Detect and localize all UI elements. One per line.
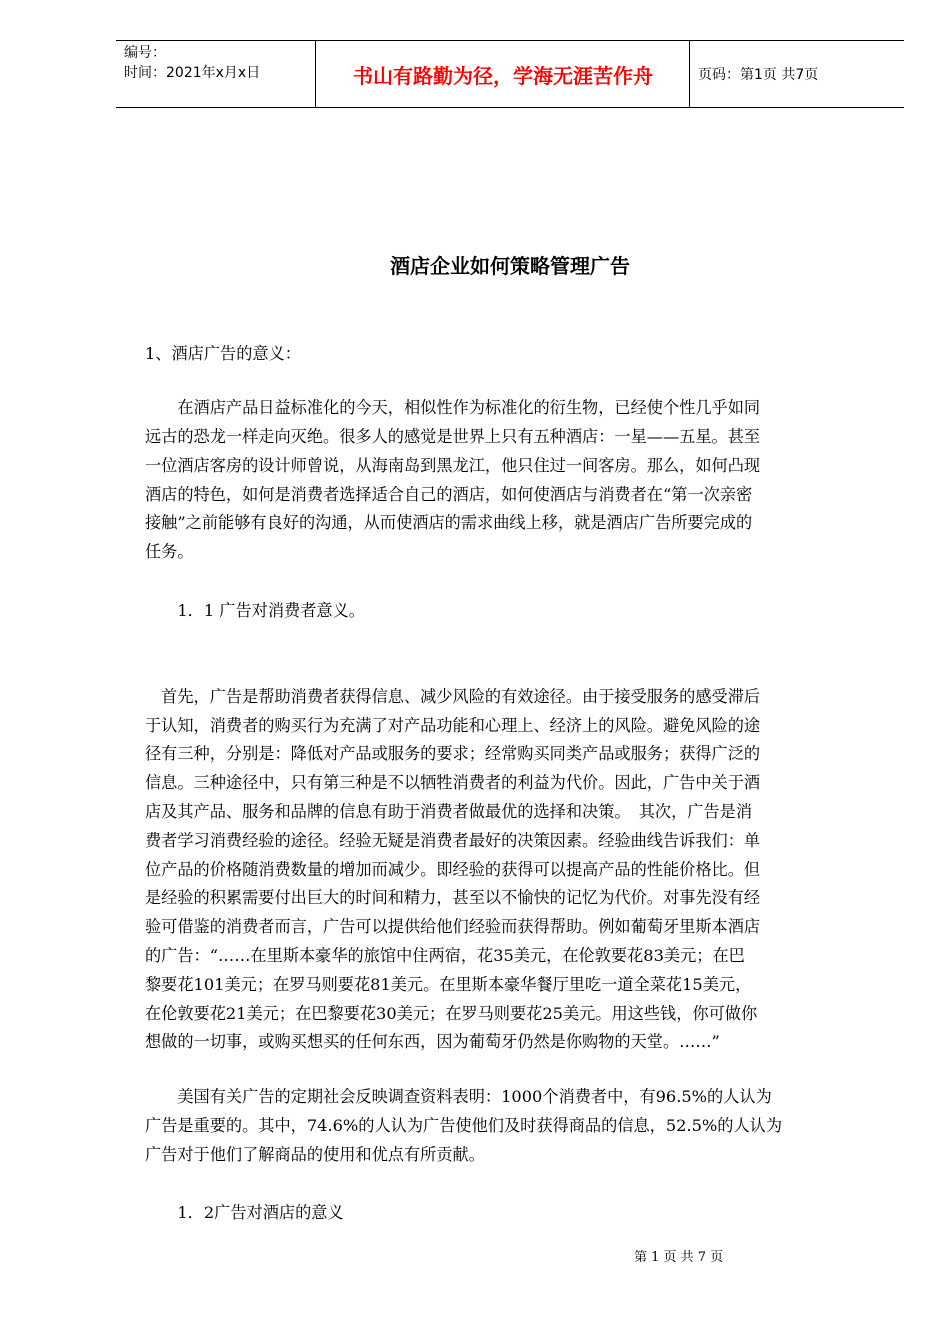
section-heading: 1、酒店广告的意义： <box>145 344 301 363</box>
text-line: 费者学习消费经验的途径。经验无疑是消费者最好的决策因素。经验曲线告诉我们：单 <box>145 831 761 850</box>
page-footer: 第 1 页 共 7 页 <box>634 1250 724 1265</box>
document-title: 酒店企业如何策略管理广告 <box>390 254 630 278</box>
text-line: 酒店的特色，如何是消费者选择适合自己的酒店，如何使酒店与消费者在“第一次亲密 <box>145 485 753 504</box>
text-line: 信息。三种途径中，只有第三种是不以牺牲消费者的利益为代价。因此，广告中关于酒 <box>145 773 761 792</box>
header-divider <box>315 41 316 107</box>
text-line: 于认知，消费者的购买行为充满了对产品功能和心理上、经济上的风险。避免风险的途 <box>145 716 761 735</box>
text-line: 的广告：“……在里斯本豪华的旅馆中住两宿，花35美元，在伦敦要花83美元；在巴 <box>145 946 745 965</box>
text-line: 想做的一切事，或购买想买的任何东西，因为葡萄牙仍然是你购物的天堂。……” <box>145 1032 720 1051</box>
subsection-heading: 1．1 广告对消费者意义。 <box>145 601 365 620</box>
text-line: 一位酒店客房的设计师曾说，从海南岛到黑龙江，他只住过一间客房。那么，如何凸现 <box>145 456 761 475</box>
header-divider <box>689 41 690 107</box>
text-line: 任务。 <box>145 542 194 561</box>
text-line: 店及其产品、服务和品牌的信息有助于消费者做最优的选择和决策。 其次，广告是消 <box>145 802 753 821</box>
text-line: 是经验的积累需要付出巨大的时间和精力，甚至以不愉快的记忆为代价。对事先没有经 <box>145 888 761 907</box>
header-page-label: 页码：第1页 共7页 <box>698 67 819 83</box>
number-label: 编号： <box>124 45 166 61</box>
text-line: 验可借鉴的消费者而言，广告可以提供给他们经验而获得帮助。例如葡萄牙里斯本酒店 <box>145 917 761 936</box>
subsection-heading: 1．2广告对酒店的意义 <box>145 1203 344 1222</box>
text-line: 黎要花101美元；在罗马则要花81美元。在里斯本豪华餐厅里吃一道全菜花15美元， <box>145 975 752 994</box>
text-line: 广告是重要的。其中，74.6%的人认为广告使他们及时获得商品的信息，52.5%的人认为 <box>145 1116 783 1135</box>
header-meta <box>124 43 314 83</box>
header-motto: 书山有路勤为径，学海无涯苦作舟 <box>353 63 653 88</box>
text-line: 远古的恐龙一样走向灭绝。很多人的感觉是世界上只有五种酒店：一星——五星。甚至 <box>145 427 761 446</box>
text-line: 在伦敦要花21美元；在巴黎要花30美元；在罗马则要花25美元。用这些钱，你可做你 <box>145 1004 758 1023</box>
text-line: 广告对于他们了解商品的使用和优点有所贡献。 <box>145 1145 485 1164</box>
text-line: 位产品的价格随消费数量的增加而减少。即经验的获得可以提高产品的性能价格比。但 <box>145 860 761 879</box>
time-label: 时间：2021年x月x日 <box>124 65 261 81</box>
text-line: 首先，广告是帮助消费者获得信息、减少风险的有效途径。由于接受服务的感受滞后 <box>145 687 761 706</box>
text-line: 美国有关广告的定期社会反映调查资料表明：1000个消费者中，有96.5%的人认为 <box>145 1087 772 1106</box>
document-header <box>116 40 904 108</box>
text-line: 接触”之前能够有良好的沟通，从而使酒店的需求曲线上移，就是酒店广告所要完成的 <box>145 513 753 532</box>
text-line: 在酒店产品日益标准化的今天，相似性作为标准化的衍生物，已经使个性几乎如同 <box>145 398 761 417</box>
text-line: 径有三种，分别是：降低对产品或服务的要求；经常购买同类产品或服务；获得广泛的 <box>145 744 761 763</box>
